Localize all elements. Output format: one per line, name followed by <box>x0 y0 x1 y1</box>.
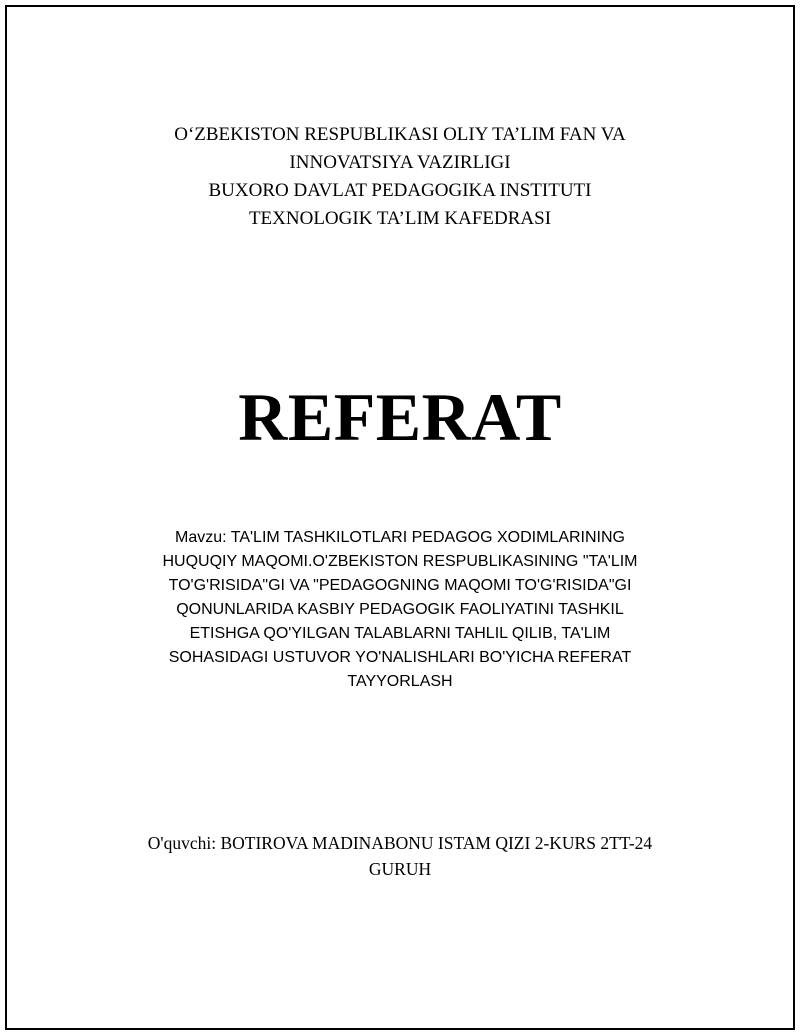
header-line: BUXORO DAVLAT PEDAGOGIKA INSTITUTI <box>208 180 592 201</box>
topic-block <box>120 526 680 694</box>
topic-line: HUQUQIY MAQOMI.O'ZBEKISTON RESPUBLIKASINING "TA'LIM <box>162 553 638 570</box>
student-line: O'quvchi: BOTIROVA MADINABONU ISTAM QIZI 2-KURS 2TT-24 <box>147 833 653 853</box>
topic-line: ETISHGA QO'YILGAN TALABLARNI TAHLIL QILIB, TA'LIM <box>189 625 611 642</box>
document-title: REFERAT <box>238 379 562 455</box>
topic-line: TO'G'RISIDA"GI VA "PEDAGOGNING MAQOMI TO'G'RISIDA"GI <box>168 577 632 594</box>
institution-header <box>0 121 800 233</box>
topic-line: QONUNLARIDA KASBIY PEDAGOGIK FAOLIYATINI TASHKIL <box>176 601 624 618</box>
header-line: O‘ZBEKISTON RESPUBLIKASI OLIY TA’LIM FAN VA <box>174 124 626 145</box>
student-info <box>0 830 800 882</box>
header-line: TEXNOLOGIK TA’LIM KAFEDRASI <box>248 208 552 229</box>
header-line: INNOVATSIYA VAZIRLIGI <box>289 152 511 173</box>
topic-line: SOHASIDAGI USTUVOR YO'NALISHLARI BO'YICHA REFERAT <box>168 649 632 666</box>
topic-line: TAYYORLASH <box>347 673 453 690</box>
topic-line: Mavzu: TA'LIM TASHKILOTLARI PEDAGOG XODIMLARINING <box>175 529 625 546</box>
student-line: GURUH <box>368 859 432 879</box>
